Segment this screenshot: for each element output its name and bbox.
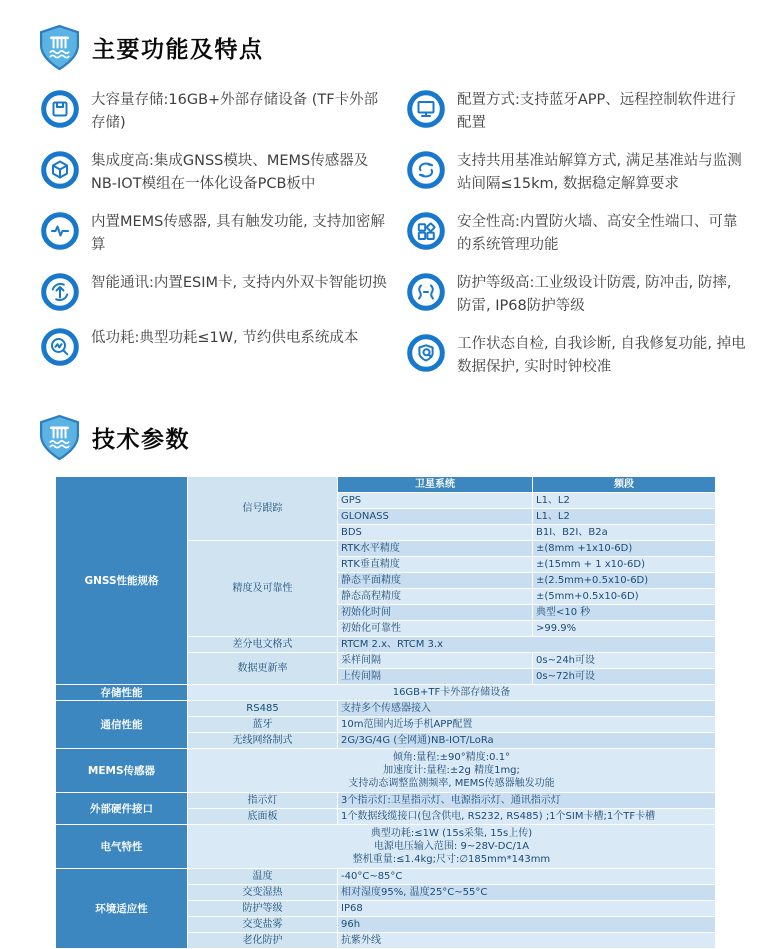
spec-key-cell: 1个数据线缆接口(包含供电, RS232, RS485) ;1个SIM卡槽;1个TF卡槽 — [338, 809, 716, 825]
feature-column-left — [40, 89, 392, 394]
spec-cell-line: 典型功耗:≤1W (15s采集, 15s上传) — [370, 828, 533, 839]
feature-item — [406, 211, 747, 257]
spec-key-cell: 3个指示灯:卫星指示灯、电源指示灯、通讯指示灯 — [338, 793, 716, 809]
spec-cell-line: 支持动态调整监测频率, MEMS传感器触发功能 — [348, 778, 555, 789]
feature-item — [406, 333, 747, 379]
spec-cell-line: 倾角:量程:±90°精度:0.1° — [392, 752, 511, 763]
spec-value-cell: 0s~72h可设 — [533, 669, 716, 685]
spec-value-cell: ±(2.5mm+0.5x10-6D) — [533, 573, 716, 589]
spec-table-row — [56, 477, 716, 493]
spec-label-cell: 指示灯 — [188, 793, 338, 809]
spec-group-cell: 通信性能 — [56, 701, 188, 749]
spec-value-cell: >99.9% — [533, 621, 716, 637]
feature-text: 安全性高:内置防火墙、高安全性端口、可靠的系统管理功能 — [457, 214, 738, 253]
spec-key-cell: GLONASS — [338, 509, 533, 525]
spec-value-cell: L1、L2 — [533, 509, 716, 525]
spec-group-cell: 存储性能 — [56, 685, 188, 701]
spec-label-cell: 精度及可靠性 — [188, 541, 338, 637]
features-title-text: 主要功能及特点 — [92, 37, 264, 63]
self-check-icon — [406, 333, 446, 373]
feature-item — [40, 272, 392, 312]
spec-value-cell: 典型<10 秒 — [533, 605, 716, 621]
feature-item — [40, 327, 392, 367]
spec-cell-line: 整机重量:≤1.4kg;尺寸:∅185mm*143mm — [352, 854, 551, 865]
feature-list — [0, 71, 759, 394]
spec-cell-line: 电源电压输入范围: 9~28V-DC/1A — [373, 841, 530, 852]
spec-table — [55, 476, 716, 949]
specs-section-title — [38, 394, 759, 461]
spec-header-cell: 卫星系统 — [338, 477, 533, 493]
spec-key-cell: 支持多个传感器接入 — [338, 701, 716, 717]
spec-label-cell: 差分电文格式 — [188, 637, 338, 653]
spec-label-cell: 蓝牙 — [188, 717, 338, 733]
spec-key-cell: 静态高程精度 — [338, 589, 533, 605]
spec-full-cell — [188, 749, 716, 793]
feature-item — [40, 150, 392, 196]
spec-key-cell: 上传间隔 — [338, 669, 533, 685]
feature-text: 集成度高:集成GNSS模块、MEMS传感器及NB-IOT模组在一体化设备PCB板中 — [91, 153, 369, 192]
spec-label-cell: 防护等级 — [188, 901, 338, 917]
spec-table-row — [56, 701, 716, 717]
config-monitor-icon — [406, 89, 446, 129]
spec-label-cell: 交变湿热 — [188, 885, 338, 901]
spec-label-cell: 底面板 — [188, 809, 338, 825]
spec-header-cell: 频段 — [533, 477, 716, 493]
spec-key-cell: 静态平面精度 — [338, 573, 533, 589]
spec-group-cell: 环境适应性 — [56, 869, 188, 949]
spec-key-cell: IP68 — [338, 901, 716, 917]
feature-item — [406, 150, 747, 196]
spec-value-cell: ±(5mm+0.5x10-6D) — [533, 589, 716, 605]
features-section-title — [38, 0, 759, 71]
spec-full-cell — [188, 825, 716, 869]
spec-group-cell: GNSS性能规格 — [56, 477, 188, 685]
spec-cell-line: 加速度计:量程:±2g 精度1mg; — [383, 765, 520, 776]
spec-key-cell: 10m范围内近场手机APP配置 — [338, 717, 716, 733]
spec-label-cell: 信号跟踪 — [188, 477, 338, 541]
smart-sim-icon — [40, 272, 80, 312]
spec-key-cell: 采样间隔 — [338, 653, 533, 669]
spec-key-cell: 96h — [338, 917, 716, 933]
mems-sensor-icon — [40, 211, 80, 251]
spec-value-cell: 0s~24h可设 — [533, 653, 716, 669]
feature-text: 配置方式:支持蓝牙APP、远程控制软件进行配置 — [457, 92, 736, 131]
spec-key-cell: RTK垂直精度 — [338, 557, 533, 573]
spec-value-cell: ±(15mm + 1 x10-6D) — [533, 557, 716, 573]
feature-text: 防护等级高:工业级设计防震, 防冲击, 防摔, 防雷, IP68防护等级 — [457, 275, 732, 314]
spec-key-cell: 抗紫外线 — [338, 933, 716, 949]
spec-key-cell: -40°C~85°C — [338, 869, 716, 885]
feature-item — [40, 89, 392, 135]
spec-value-cell: B1I、B2I、B2a — [533, 525, 716, 541]
spec-key-cell: 2G/3G/4G (全网通)NB-IOT/LoRa — [338, 733, 716, 749]
spec-table-row — [56, 869, 716, 885]
spec-key-cell: RTCM 2.x、RTCM 3.x — [338, 637, 716, 653]
feature-text: 内置MEMS传感器, 具有触发功能, 支持加密解算 — [91, 214, 385, 253]
spec-value-cell: L1、L2 — [533, 493, 716, 509]
spec-key-cell: RTK水平精度 — [338, 541, 533, 557]
spec-label-cell: 无线网络制式 — [188, 733, 338, 749]
base-station-sync-icon — [406, 150, 446, 190]
spec-table-row — [56, 825, 716, 869]
spec-label-cell: RS485 — [188, 701, 338, 717]
feature-item — [40, 211, 392, 257]
feature-column-right — [406, 89, 747, 394]
spec-label-cell: 交变盐雾 — [188, 917, 338, 933]
spec-group-cell: 电气特性 — [56, 825, 188, 869]
spec-group-cell: 外部硬件接口 — [56, 793, 188, 825]
spec-label-cell: 数据更新率 — [188, 653, 338, 685]
spec-value-cell: ±(8mm +1x10-6D) — [533, 541, 716, 557]
shield-badge-icon — [38, 24, 81, 71]
spec-table-row — [56, 749, 716, 793]
shield-badge-icon — [38, 414, 81, 461]
spec-key-cell: GPS — [338, 493, 533, 509]
feature-text: 大容量存储:16GB+外部存储设备 (TF卡外部存储) — [91, 92, 379, 131]
spec-label-cell: 老化防护 — [188, 933, 338, 949]
low-power-icon — [40, 327, 80, 367]
spec-full-cell: 16GB+TF卡外部存储设备 — [188, 685, 716, 701]
feature-text: 低功耗:典型功耗≤1W, 节约供电系统成本 — [91, 330, 359, 346]
spec-table-container — [55, 476, 759, 949]
spec-key-cell: BDS — [338, 525, 533, 541]
spec-key-cell: 初始化可靠性 — [338, 621, 533, 637]
spec-table-row — [56, 793, 716, 809]
shock-protection-icon — [406, 272, 446, 312]
spec-label-cell: 温度 — [188, 869, 338, 885]
spec-table-row — [56, 685, 716, 701]
specs-title-text: 技术参数 — [92, 427, 190, 453]
spec-key-cell: 初始化时间 — [338, 605, 533, 621]
spec-key-cell: 相对湿度95%, 温度25°C~55°C — [338, 885, 716, 901]
feature-item — [406, 272, 747, 318]
feature-text: 智能通讯:内置ESIM卡, 支持内外双卡智能切换 — [91, 275, 387, 291]
storage-icon — [40, 89, 80, 129]
feature-item — [406, 89, 747, 135]
security-blocks-icon — [406, 211, 446, 251]
spec-group-cell: MEMS传感器 — [56, 749, 188, 793]
feature-text: 工作状态自检, 自我诊断, 自我修复功能, 掉电数据保护, 实时时钟校准 — [457, 336, 746, 375]
feature-text: 支持共用基准站解算方式, 满足基准站与监测站间隔≤15km, 数据稳定解算要求 — [457, 153, 742, 192]
integration-icon — [40, 150, 80, 190]
